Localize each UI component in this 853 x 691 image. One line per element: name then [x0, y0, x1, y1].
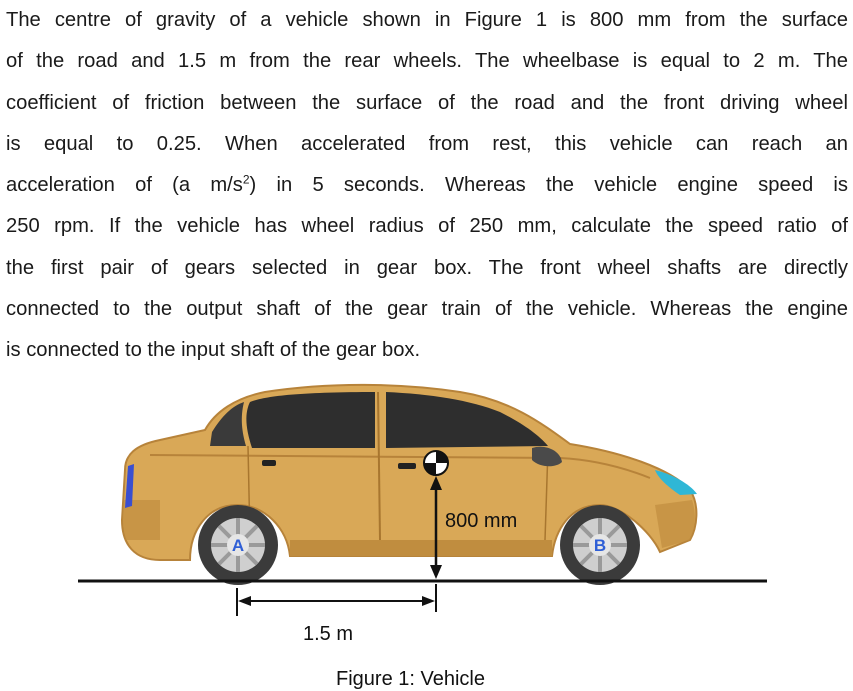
problem-line: coefficient of friction between the surface of the road and the front driving wheel [6, 91, 848, 114]
rear-wheel-label: A [231, 536, 245, 555]
problem-line: 250 rpm. If the vehicle has wheel radius of 250 mm, calculate the speed ratio of [6, 215, 848, 238]
center-of-gravity-icon [424, 451, 448, 475]
line5-text-post: ) in 5 seconds. Whereas the vehicle engine speed is [249, 174, 848, 197]
car-sill [290, 540, 552, 556]
rear-window [246, 392, 375, 448]
problem-line: of the road and 1.5 m from the rear wheels. The wheelbase is equal to 2 m. The [6, 50, 848, 73]
problem-line: is connected to the input shaft of the gear box. [6, 339, 421, 362]
rear-door-handle [262, 460, 276, 466]
front-wheel-label: B [593, 536, 607, 555]
problem-line: connected to the output shaft of the gear train of the vehicle. Whereas the engine [6, 298, 848, 321]
front-wheel [560, 505, 640, 585]
squared-superscript: 2 [242, 172, 250, 187]
rear-wheel [198, 505, 278, 585]
distance-dimension-arrow [237, 584, 436, 616]
problem-line: the first pair of gears selected in gear box. The front wheel shafts are directly [6, 256, 848, 279]
problem-line: is equal to 0.25. When accelerated from rest, this vehicle can reach an [6, 132, 848, 155]
height-label: 800 mm [445, 510, 518, 532]
front-door-handle [398, 463, 416, 469]
line5-text-pre: acceleration of (a m/s [6, 174, 243, 197]
problem-line: The centre of gravity of a vehicle shown in Figure 1 is 800 mm from the surface [6, 9, 848, 31]
figure-caption: Figure 1: Vehicle [336, 668, 485, 690]
distance-label: 1.5 m [303, 623, 354, 645]
